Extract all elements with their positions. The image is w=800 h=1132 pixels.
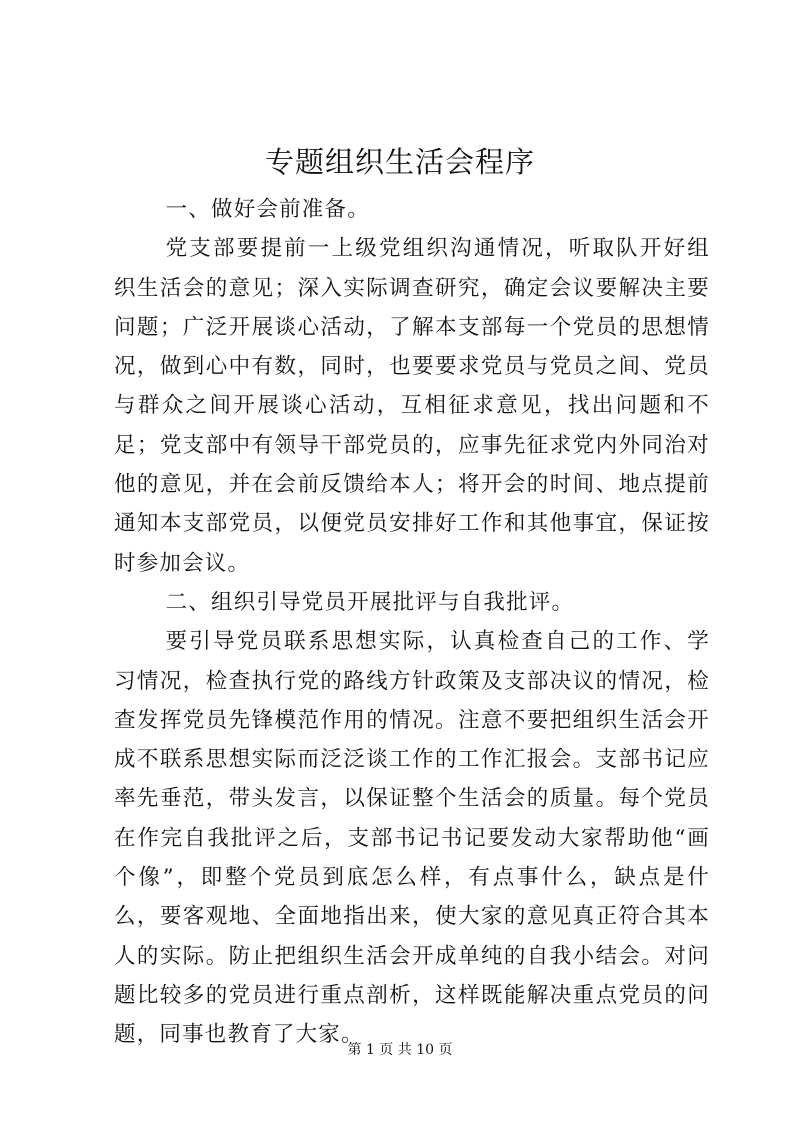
paragraph: 党支部要提前一上级党组织沟通情况，听取队开好组织生活会的意见；深入实际调查研究，确定会议要解决主要问题；广泛开展谈心活动，了解本支部每一个党员的思想情况，做到心中有数，同时，也要要求党员与党员之间、党员与群众之间开展谈心活动，互相征求意见，找出问题和不足；党支部中有领导干部党员的，应事先征求党内外同治对他的意见，并在会前反馈给本人；将开会的时间、地点提前通知本支部党员，以便党员安排好工作和其他事宜，保证按时参加会议。 [114, 236, 710, 576]
document-body [114, 190, 710, 1055]
document-title: 专题组织生活会程序 [264, 145, 535, 179]
section-heading-1: 一、做好会前准备。 [165, 197, 370, 222]
page-number-footer: 第 1 页 共 10 页 [347, 1042, 453, 1058]
section-heading-2: 二、组织引导党员开展批评与自我批评。 [165, 589, 575, 615]
paragraph: 要引导党员联系思想实际，认真检查自己的工作、学习情况，检查执行党的路线方针政策及支部决议的情况，检查发挥党员先锋模范作用的情况。注意不要把组织生活会开成不联系思想实际而泛泛谈工作的工作汇报会。支部书记应率先垂范，带头发言，以保证整个生活会的质量。每个党员在作完自我批评之后，支部书记书记要发动大家帮助他“画个像”，即整个党员到底怎么样，有点事什么，缺点是什么，要客观地、全面地指出来，使大家的意见真正符合其本人的实际。防止把组织生活会开成单纯的自我小结会。对问题比较多的党员进行重点剖析，这样既能解决重点党员的问题，同事也教育了大家。 [114, 629, 710, 1048]
